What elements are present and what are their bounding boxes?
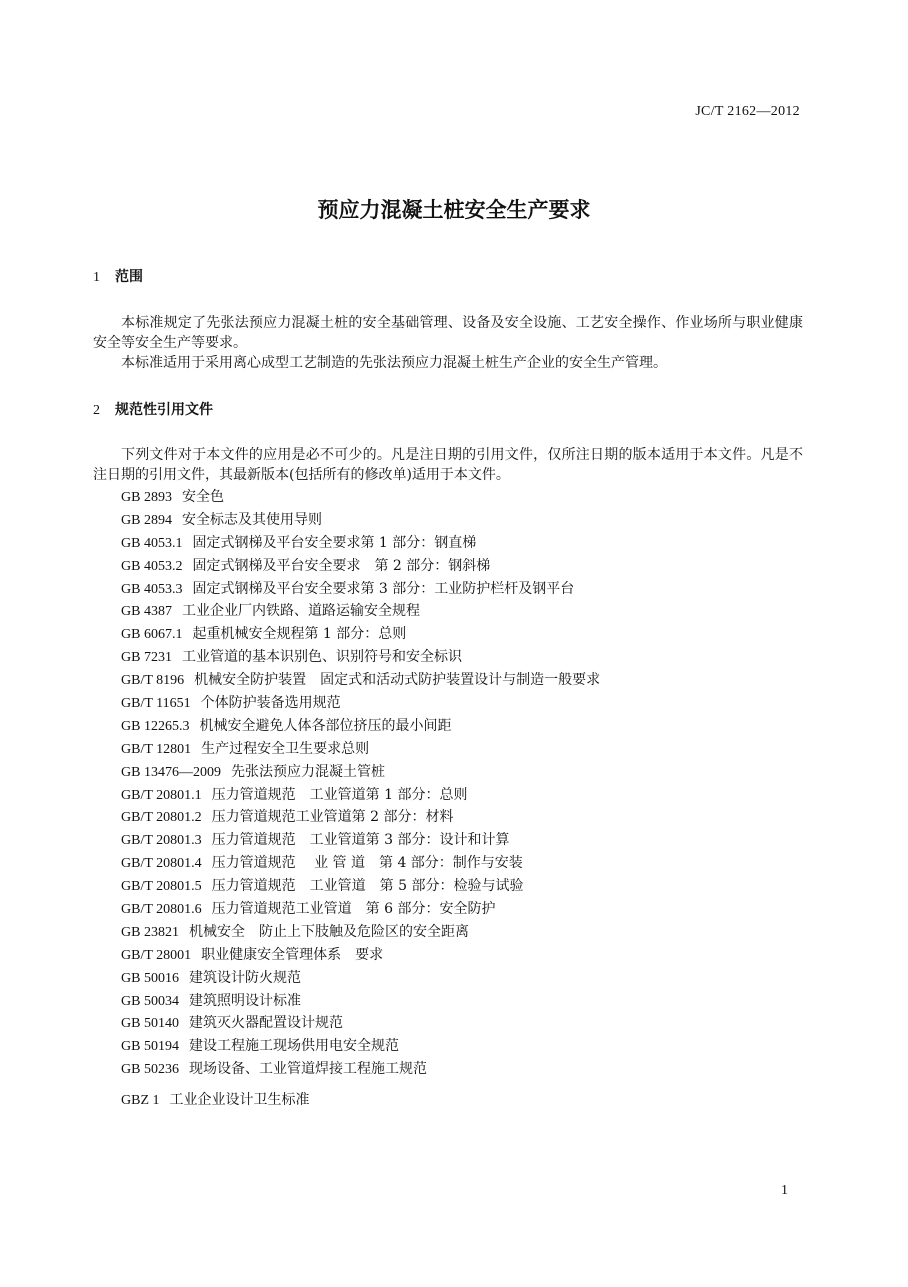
- reference-code: GB/T 8196: [121, 673, 185, 689]
- reference-code: GB/T 28001: [121, 947, 192, 963]
- reference-title: 安全色: [181, 489, 224, 505]
- reference-title: 工业企业设计卫生标准: [169, 1092, 310, 1109]
- reference-code: GB/T 20801.5: [121, 879, 202, 895]
- reference-item: [121, 509, 600, 532]
- reference-item: [121, 875, 600, 898]
- reference-code: GB 4053.3: [121, 581, 183, 597]
- reference-title: 机械安全防护装置 固定式和活动式防护装置设计与制造一般要求: [194, 672, 601, 689]
- section-title: 规范性引用文件: [115, 402, 213, 418]
- reference-title: 压力管道规范 工业管道 第 5 部分：检验与试验: [211, 878, 524, 895]
- reference-item: [121, 646, 600, 669]
- reference-title: 压力管道规范工业管道 第 6 部分：安全防护: [211, 901, 496, 918]
- reference-item: [121, 761, 600, 784]
- reference-item: [121, 806, 600, 829]
- reference-title: 建设工程施工现场供用电安全规范: [188, 1038, 399, 1055]
- section-title: 范围: [115, 269, 143, 285]
- reference-title: 职业健康安全管理体系 要求: [201, 946, 384, 963]
- section-number: 1: [93, 270, 100, 285]
- reference-item: [121, 669, 600, 692]
- reference-item: [121, 1089, 600, 1112]
- reference-item: [121, 1035, 600, 1058]
- reference-title: 压力管道规范工业管道第 2 部分：材料: [211, 809, 454, 826]
- reference-code: GB 12265.3: [121, 718, 190, 734]
- reference-title: 建筑设计防火规范: [188, 969, 301, 986]
- reference-code: GB/T 20801.4: [121, 856, 202, 872]
- page-number: 1: [781, 1183, 788, 1198]
- reference-code: GB 50034: [121, 993, 179, 1009]
- reference-code: GB 4053.2: [121, 558, 183, 574]
- reference-item: [121, 692, 600, 715]
- reference-item: [121, 578, 600, 601]
- reference-list: [121, 486, 600, 1112]
- scope-paragraph-2: 本标准适用于采用离心成型工艺制造的先张法预应力混凝土桩生产企业的安全生产管理。: [121, 355, 667, 371]
- reference-title: 机械安全 防止上下肢触及危险区的安全距离: [188, 923, 469, 940]
- scope-paragraph-1: 本标准规定了先张法预应力混凝土桩的安全基础管理、设备及安全设施、工艺安全操作、作业场所与职业健康安全等安全生产等要求。: [93, 315, 803, 351]
- reference-code: GB 2894: [121, 512, 172, 528]
- reference-code: GB 6067.1: [121, 627, 183, 643]
- reference-title: 固定式钢梯及平台安全要求第 1 部分：钢直梯: [192, 534, 477, 551]
- reference-item: [121, 921, 600, 944]
- reference-code: GB/T 20801.3: [121, 833, 202, 849]
- reference-item: [121, 944, 600, 967]
- reference-title: 生产过程安全卫生要求总则: [201, 740, 370, 757]
- reference-code: GB 50236: [121, 1062, 179, 1078]
- reference-title: 建筑照明设计标准: [188, 992, 301, 1009]
- reference-title: 压力管道规范 业 管 道 第 4 部分：制作与安装: [211, 855, 523, 872]
- standard-code: JC/T 2162—2012: [695, 104, 800, 119]
- reference-item: [121, 1058, 600, 1081]
- reference-item: [121, 829, 600, 852]
- reference-title: 起重机械安全规程第 1 部分：总则: [192, 626, 407, 643]
- section-heading-normative-references: [93, 399, 213, 419]
- reference-code: GB/T 11651: [121, 696, 191, 712]
- reference-title: 压力管道规范 工业管道第 3 部分：设计和计算: [211, 832, 510, 849]
- reference-item: [121, 967, 600, 990]
- reference-item: [121, 623, 600, 646]
- reference-title: 建筑灭火器配置设计规范: [188, 1015, 343, 1032]
- reference-code: GB/T 12801: [121, 741, 192, 757]
- reference-item: [121, 715, 600, 738]
- reference-code: GB 4387: [121, 604, 172, 620]
- reference-item: [121, 990, 600, 1013]
- reference-code: GB/T 20801.6: [121, 902, 202, 918]
- reference-title: 固定式钢梯及平台安全要求第 3 部分：工业防护栏杆及钢平台: [192, 580, 575, 597]
- reference-title: 先张法预应力混凝土管桩: [230, 763, 385, 780]
- reference-code: GB 4053.1: [121, 535, 183, 551]
- document-title: 预应力混凝土桩安全生产要求: [317, 198, 591, 222]
- reference-title: 工业管道的基本识别色、识别符号和安全标识: [181, 649, 462, 666]
- reference-title: 个体防护装备选用规范: [200, 695, 341, 712]
- references-intro-paragraph: 下列文件对于本文件的应用是必不可少的。凡是注日期的引用文件，仅所注日期的版本适用于本文件。凡是不注日期的引用文件，其最新版本(包括所有的修改单)适用于本文件。: [93, 447, 803, 483]
- reference-item: [121, 852, 600, 875]
- reference-code: GB/T 20801.1: [121, 787, 202, 803]
- reference-title: 机械安全避免人体各部位挤压的最小间距: [199, 717, 452, 734]
- section-heading-scope: [93, 266, 143, 286]
- reference-title: 工业企业厂内铁路、道路运输安全规程: [181, 603, 420, 620]
- reference-title: 安全标志及其使用导则: [181, 511, 322, 528]
- reference-title: 现场设备、工业管道焊接工程施工规范: [188, 1061, 427, 1078]
- reference-title: 压力管道规范 工业管道第 1 部分：总则: [211, 786, 468, 803]
- reference-code: GB 50194: [121, 1039, 179, 1055]
- reference-item: [121, 784, 600, 807]
- reference-code: GB 2893: [121, 490, 172, 505]
- reference-item: [121, 600, 600, 623]
- reference-item: [121, 486, 600, 509]
- reference-code: GB 7231: [121, 650, 172, 666]
- reference-code: GB 13476—2009: [121, 764, 221, 780]
- reference-item: [121, 532, 600, 555]
- reference-code: GB 23821: [121, 924, 179, 940]
- section-number: 2: [93, 403, 100, 418]
- reference-item: [121, 738, 600, 761]
- reference-code: GB 50140: [121, 1016, 179, 1032]
- reference-title: 固定式钢梯及平台安全要求 第 2 部分：钢斜梯: [192, 557, 491, 574]
- reference-code: GB/T 20801.2: [121, 810, 202, 826]
- reference-item: [121, 1012, 600, 1035]
- reference-item: [121, 555, 600, 578]
- reference-item: [121, 898, 600, 921]
- reference-code: GB 50016: [121, 970, 179, 986]
- reference-code: GBZ 1: [121, 1093, 160, 1109]
